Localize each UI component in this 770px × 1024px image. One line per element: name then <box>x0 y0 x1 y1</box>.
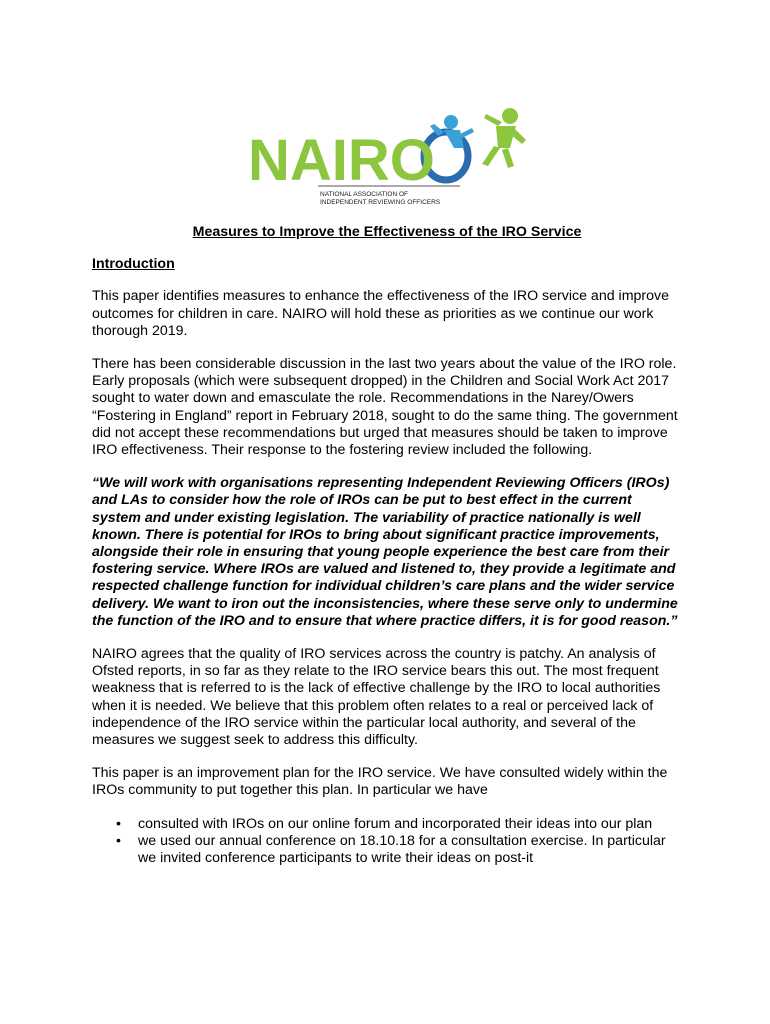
logo-subtitle-2: INDEPENDENT REVIEWING OFFICERS <box>320 199 441 206</box>
bullet-icon: • <box>116 832 121 849</box>
consultation-list <box>92 816 682 868</box>
paragraph-2: There has been considerable discussion in the last two years about the value of the IRO role. Early proposals (which were subsequent dropped) in the Children and Social Work Act 2017 sought to water down and emasculate the role. Recommendations in the Narey/Owers “Fostering in England” report in February 2018, sought to do the same thing. The government did not accept these recommendations but urged that measures should be taken to improve IRO effectiveness. Their response to the fostering review included the following. <box>92 356 678 459</box>
list-item-text: we used our annual conference on 18.10.18 for a consultation exercise. In particular we invited conference participants to write their ideas on post-it <box>138 832 666 867</box>
document-title: Measures to Improve the Effectiveness of the IRO Service <box>192 224 582 240</box>
document-body <box>92 224 682 867</box>
logo-wordmark: NAIRO <box>248 128 435 193</box>
paragraph-4: This paper is an improvement plan for the IRO service. We have consulted widely within the IROs community to put together this plan. In particular we have <box>92 765 668 799</box>
list-item-text: consulted with IROs on our online forum and incorporated their ideas into our plan <box>138 815 653 832</box>
paragraph-1: This paper identifies measures to enhance the effectiveness of the IRO service and improve outcomes for children in care. NAIRO will hold these as priorities as we continue our work thorough 2019. <box>92 288 670 339</box>
nairo-logo <box>248 104 528 214</box>
bullet-icon: • <box>116 815 121 832</box>
list-item <box>92 833 682 867</box>
section-heading-introduction: Introduction <box>92 256 175 273</box>
government-quote: “We will work with organisations representing Independent Reviewing Officers (IROs) and LAs to consider how the role of IROs can be put to best effect in the current system and under existing legislation. The variability of practice nationally is well known. There is potential for IROs to bring about significant practice improvements, alongside their role in ensuring that young people experience the best care from their fostering service. Where IROs are valued and listened to, they provide a legitimate and respected challenge function for individual children’s care plans and the wider service delivery. We want to iron out the inconsistencies, where these serve only to undermine the function of the IRO and to ensure that where practice differs, it is for good reason.” <box>92 475 678 629</box>
paragraph-3: NAIRO agrees that the quality of IRO services across the country is patchy. An analysis of Ofsted reports, in so far as they relate to the IRO service bears this out. The most frequent weakness that is referred to is the lack of effective challenge by the IRO to local authorities when it is needed. We believe that this problem often relates to a real or perceived lack of independence of the IRO service within the particular local authority, and several of the measures we suggest seek to address this difficulty. <box>92 646 661 749</box>
logo-subtitle-1: NATIONAL ASSOCIATION OF <box>320 191 409 198</box>
list-item <box>92 816 682 833</box>
